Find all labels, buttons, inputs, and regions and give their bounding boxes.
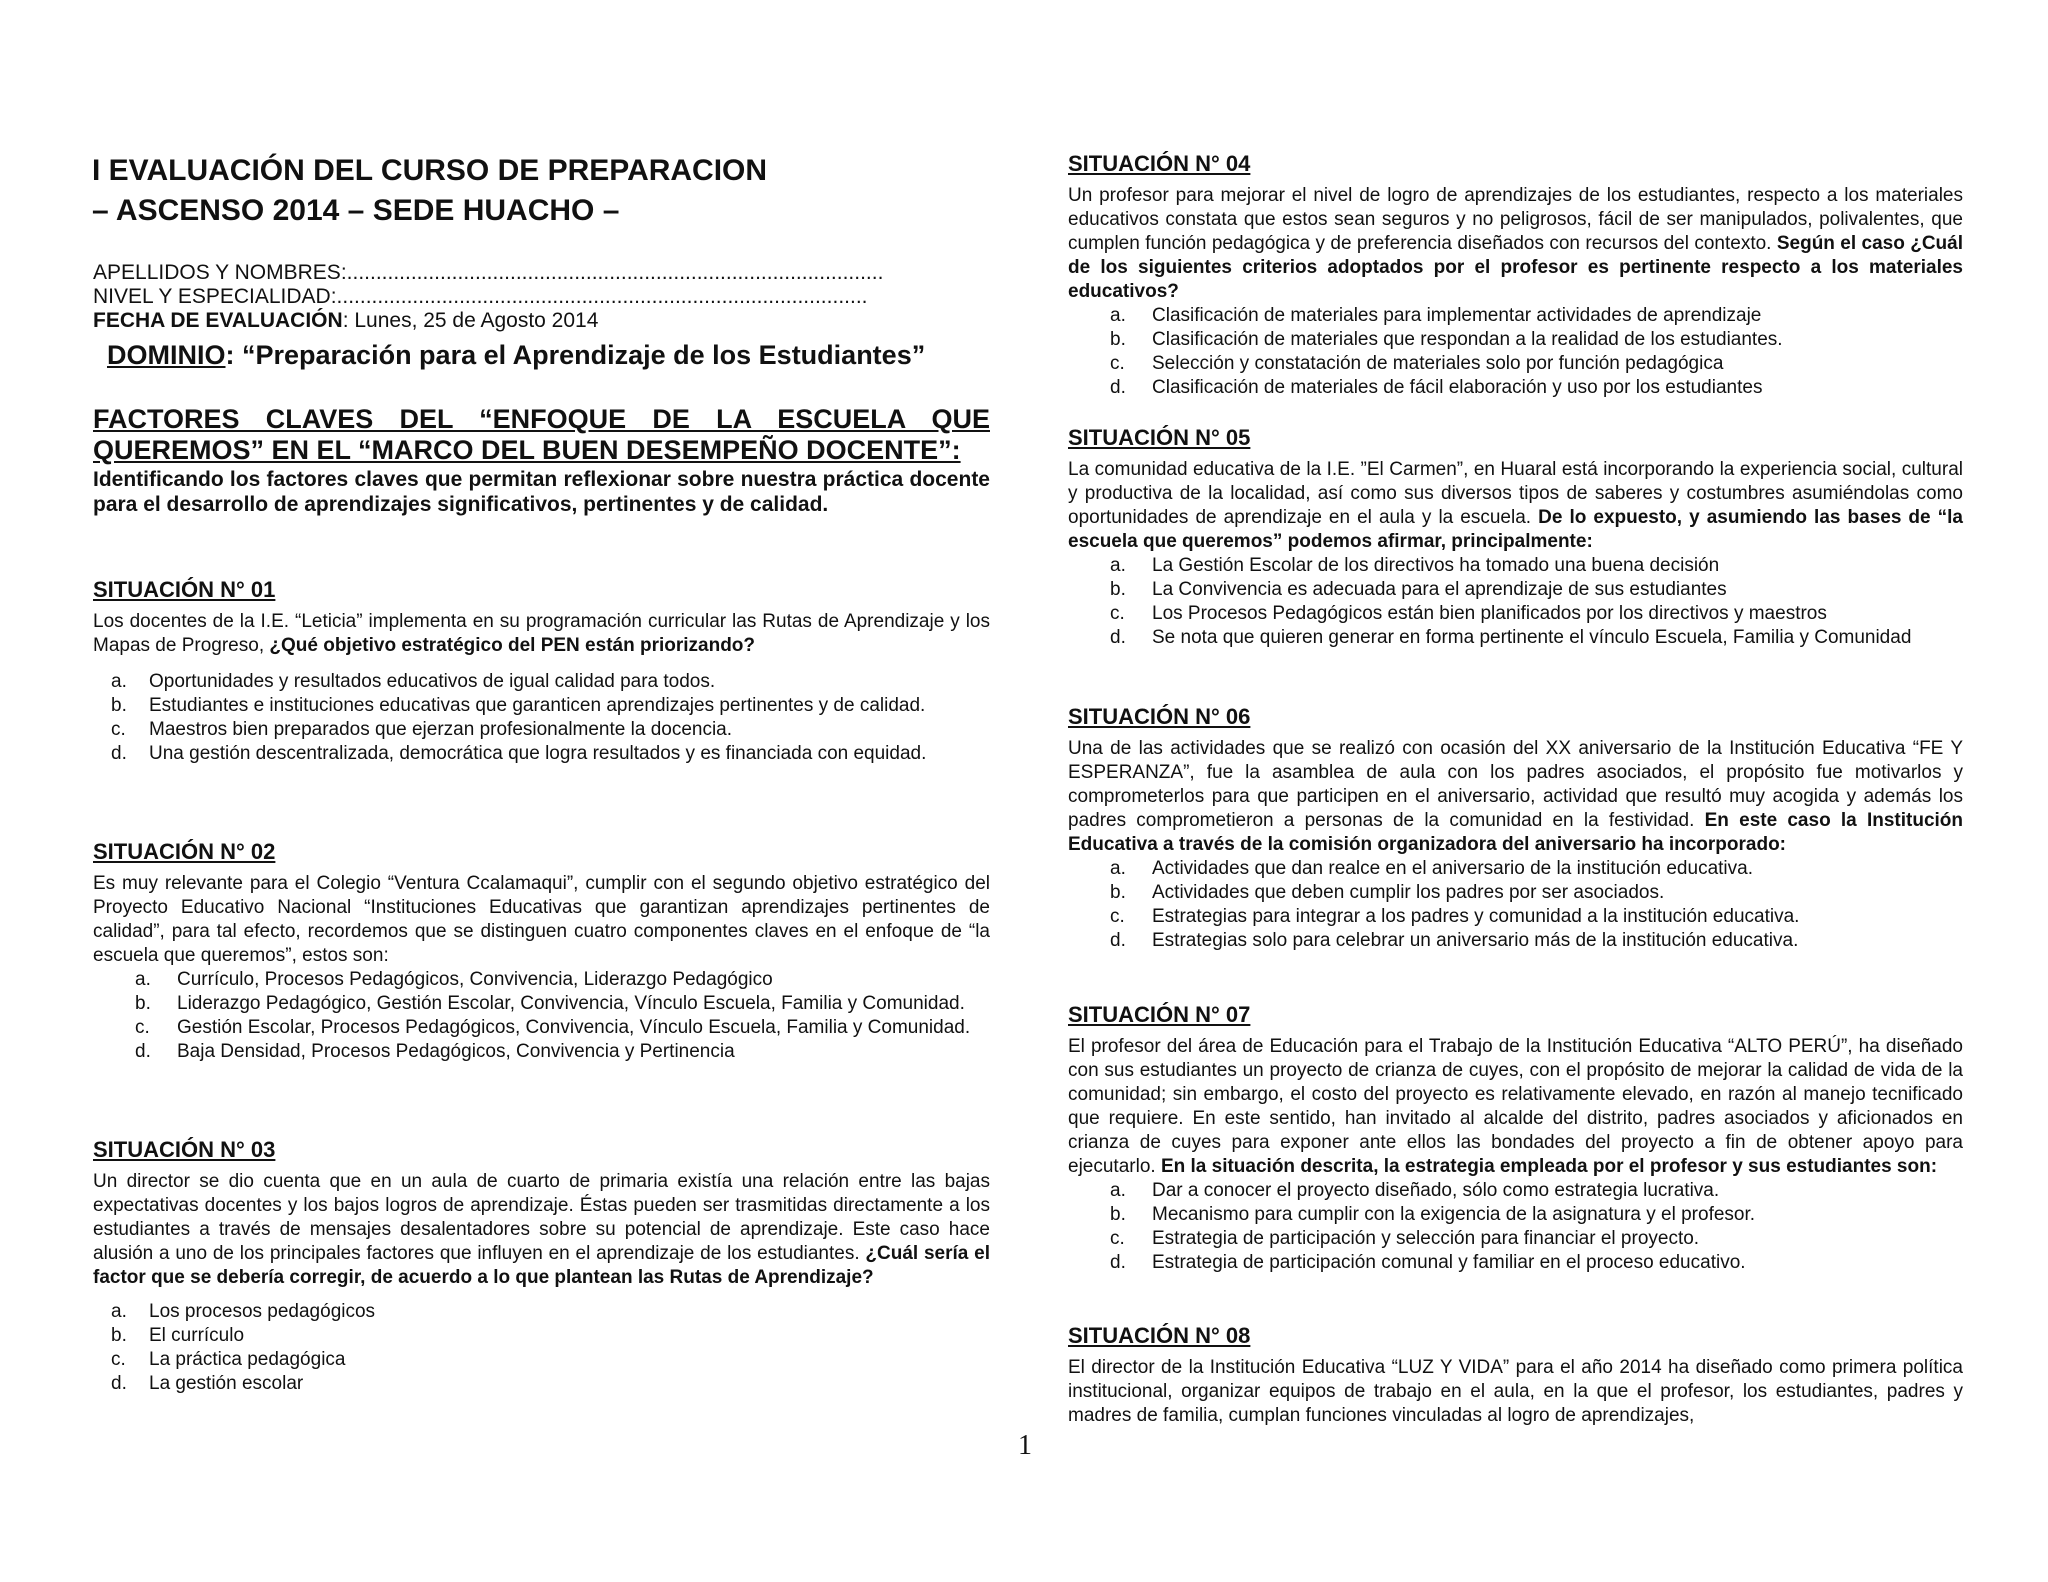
situation-text: Una de las actividades que se realizó con ocasión del XX aniversario de la Institución Educativa “FE Y ESPERANZA”, fue la asamblea de aula con los padres asociados, el propósito fue motivarlos y comprometerlos para que participen en el aniversario, actividad que resultó muy acogida y además los padres comprometieron a personas de la comunidad en la festividad. En este caso la Institución Educativa a través de la comisión organizadora del aniversario ha incorporado:: [1068, 738, 1964, 855]
situation-text: Es muy relevante para el Colegio “Ventura Ccalamaqui”, cumplir con el segundo objetivo estratégico del Proyecto Educativo Nacional “Instituciones Educativas que garantizan aprendizajes pertinentes de calidad”, para tal efecto, recordemos que se distinguen cuatro componentes claves en el enfoque de “la escuela que queremos”, estos son:: [93, 873, 990, 966]
name-field: APELLIDOS Y NOMBRES:............................................................................................: [93, 261, 884, 284]
option-b: b. Mecanismo para cumplir con la exigencia de la asignatura y el profesor.: [1110, 1204, 1756, 1225]
option-a: a. Dar a conocer el proyecto diseñado, sólo como estrategia lucrativa.: [1110, 1180, 1720, 1201]
situation-02: [93, 838, 990, 1064]
options-list: [93, 1300, 990, 1396]
title-line-2: – ASCENSO 2014 – SEDE HUACHO –: [92, 194, 620, 227]
situation-text: Un director se dio cuenta que en un aula de cuarto de primaria existía una relación entre las bajas expectativas docentes y los bajos logros de aprendizaje. Éstas pueden ser trasmitidas directamente a los estudiantes a través de mensajes desalentadores sobre su potencial de aprendizaje. Este caso hace alusión a uno de los principales factores que influyen en el aprendizaje de los estudiantes. ¿Cuál sería el factor que se debería corregir, de acuerdo a lo que plantean las Rutas de Aprendizaje?: [93, 1171, 990, 1288]
situation-01: [93, 576, 990, 766]
option-d: d. Baja Densidad, Procesos Pedagógicos, Convivencia y Pertinencia: [135, 1041, 735, 1062]
situation-text: Los docentes de la I.E. “Leticia” implementa en su programación curricular las Rutas de Aprendizaje y los Mapas de Progreso, ¿Qué objetivo estratégico del PEN están priorizando?: [93, 611, 990, 656]
level-field: NIVEL Y ESPECIALIDAD:...........................................................................................: [93, 285, 868, 308]
option-b: b. Clasificación de materiales que respondan a la realidad de los estudiantes.: [1110, 329, 1783, 350]
option-d: d. La gestión escolar: [111, 1373, 304, 1394]
situation-04: [1068, 150, 1963, 400]
factors-description: Identificando los factores claves que permitan reflexionar sobre nuestra práctica docente para el desarrollo de aprendizajes significativos, pertinentes y de calidad.: [93, 468, 990, 516]
option-b: b. Actividades que deben cumplir los padres por ser asociados.: [1110, 882, 1665, 903]
option-b: b. El currículo: [111, 1325, 245, 1346]
options-list: [93, 968, 990, 1064]
options-list: [1068, 554, 1963, 650]
situation-08: [1068, 1322, 1963, 1428]
options-list: [93, 670, 990, 766]
factors-heading: FACTORES CLAVES DEL “ENFOQUE DE LA ESCUELA QUE QUEREMOS” EN EL “MARCO DEL BUEN DESEMPEÑO DOCENTE”:: [93, 404, 990, 465]
situation-text: El director de la Institución Educativa “LUZ Y VIDA” para el año 2014 ha diseñado como primera política institucional, organizar equipos de trabajo en el aula, en la que el profesor, los estudiantes, padres y madres de familia, cumplan funciones vinculadas al logro de aprendizajes,: [1068, 1357, 1963, 1426]
option-b: b. Liderazgo Pedagógico, Gestión Escolar, Convivencia, Vínculo Escuela, Familia y Comunidad.: [135, 993, 965, 1014]
title-line-1: I EVALUACIÓN DEL CURSO DE PREPARACION: [92, 154, 768, 187]
option-b: b. Estudiantes e instituciones educativas que garanticen aprendizajes pertinentes y de calidad.: [111, 695, 926, 716]
options-list: [1068, 304, 1963, 400]
option-a: a. Currículo, Procesos Pedagógicos, Convivencia, Liderazgo Pedagógico: [135, 969, 773, 990]
situation-heading: SITUACIÓN N° 07: [1068, 1002, 1251, 1027]
page-number: 1: [1018, 1430, 1032, 1461]
option-d: d. Estrategias solo para celebrar un aniversario más de la institución educativa.: [1110, 930, 1799, 951]
situation-heading: SITUACIÓN N° 03: [93, 1137, 276, 1162]
date-field: [93, 308, 598, 333]
option-c: c. Los Procesos Pedagógicos están bien planificados por los directivos y maestros: [1110, 603, 1827, 624]
situation-text: El profesor del área de Educación para el Trabajo de la Institución Educativa “ALTO PERÚ”, ha diseñado con sus estudiantes un proyecto de crianza de cuyes, con el propósito de mejorar la calidad de vida de la comunidad; sin embargo, el costo del proyecto es relativamente elevado, en razón al manejo tecnificado que requiere. En este sentido, han invitado al alcalde del distrito, padres asociados y aficionados en crianza de cuyes para exponer ante ellos las bondades del proyecto a fin de obtener apoyo para ejecutarlo. En la situación descrita, la estrategia empleada por el profesor y sus estudiantes son:: [1068, 1036, 1963, 1177]
option-c: c. Estrategia de participación y selección para financiar el proyecto.: [1110, 1228, 1700, 1249]
date-value: : Lunes, 25 de Agosto 2014: [342, 309, 599, 332]
option-c: c. Selección y constatación de materiales solo por función pedagógica: [1110, 353, 1724, 374]
situation-heading: SITUACIÓN N° 08: [1068, 1323, 1251, 1348]
situation-heading: SITUACIÓN N° 01: [93, 577, 276, 602]
option-c: c. Estrategias para integrar a los padres y comunidad a la institución educativa.: [1110, 906, 1800, 927]
domain-label: DOMINIO: [107, 340, 226, 370]
domain-heading: [107, 340, 925, 371]
situation-heading: SITUACIÓN N° 04: [1068, 151, 1251, 176]
option-d: d. Estrategia de participación comunal y familiar en el proceso educativo.: [1110, 1252, 1746, 1273]
option-c: c. Maestros bien preparados que ejerzan profesionalmente la docencia.: [111, 719, 733, 740]
option-b: b. La Convivencia es adecuada para el aprendizaje de sus estudiantes: [1110, 579, 1727, 600]
options-list: [1068, 1179, 1963, 1275]
option-c: c. Gestión Escolar, Procesos Pedagógicos, Convivencia, Vínculo Escuela, Familia y Comunidad.: [135, 1017, 971, 1038]
option-c: c. La práctica pedagógica: [111, 1349, 346, 1370]
option-d: d. Clasificación de materiales de fácil elaboración y uso por los estudiantes: [1110, 377, 1763, 398]
situation-07: [1068, 1001, 1963, 1275]
date-label: FECHA DE EVALUACIÓN: [93, 309, 343, 332]
option-a: a. Los procesos pedagógicos: [111, 1301, 376, 1322]
situation-heading: SITUACIÓN N° 06: [1068, 704, 1251, 729]
options-list: [1068, 857, 1963, 953]
option-a: a. Clasificación de materiales para implementar actividades de aprendizaje: [1110, 305, 1762, 326]
option-a: a. Oportunidades y resultados educativos de igual calidad para todos.: [111, 671, 716, 692]
option-d: d. Se nota que quieren generar en forma pertinente el vínculo Escuela, Familia y Comunidad: [1110, 627, 1912, 648]
option-d: d. Una gestión descentralizada, democrática que logra resultados y es financiada con equidad.: [111, 743, 927, 764]
situation-text: La comunidad educativa de la I.E. ”El Carmen”, en Huaral está incorporando la experiencia social, cultural y productiva de la localidad, así como sus diversos tipos de saberes y costumbres asumiéndolas como oportunidades de aprendizaje en el aula y la escuela. De lo expuesto, y asumiendo las bases de “la escuela que queremos” podemos afirmar, principalmente:: [1068, 459, 1963, 552]
option-a: a. La Gestión Escolar de los directivos ha tomado una buena decisión: [1110, 555, 1720, 576]
option-a: a. Actividades que dan realce en el aniversario de la institución educativa.: [1110, 858, 1753, 879]
situation-heading: SITUACIÓN N° 05: [1068, 425, 1251, 450]
situation-05: [1068, 424, 1963, 650]
situation-06: [1068, 703, 1963, 953]
exam-title: [92, 151, 767, 231]
situation-03: [93, 1136, 990, 1396]
domain-text: : “Preparación para el Aprendizaje de los Estudiantes”: [225, 340, 926, 370]
situation-heading: SITUACIÓN N° 02: [93, 839, 276, 864]
situation-text: Un profesor para mejorar el nivel de logro de aprendizajes de los estudiantes, respecto a los materiales educativos constata que estos sean seguros y no peligrosos, fácil de ser manipulados, polivalentes, que cumplen función pedagógica y de preferencia diseñados con recursos del contexto. Según el caso ¿Cuál de los siguientes criterios adoptados por el profesor es pertinente respecto a los materiales educativos?: [1068, 185, 1964, 302]
